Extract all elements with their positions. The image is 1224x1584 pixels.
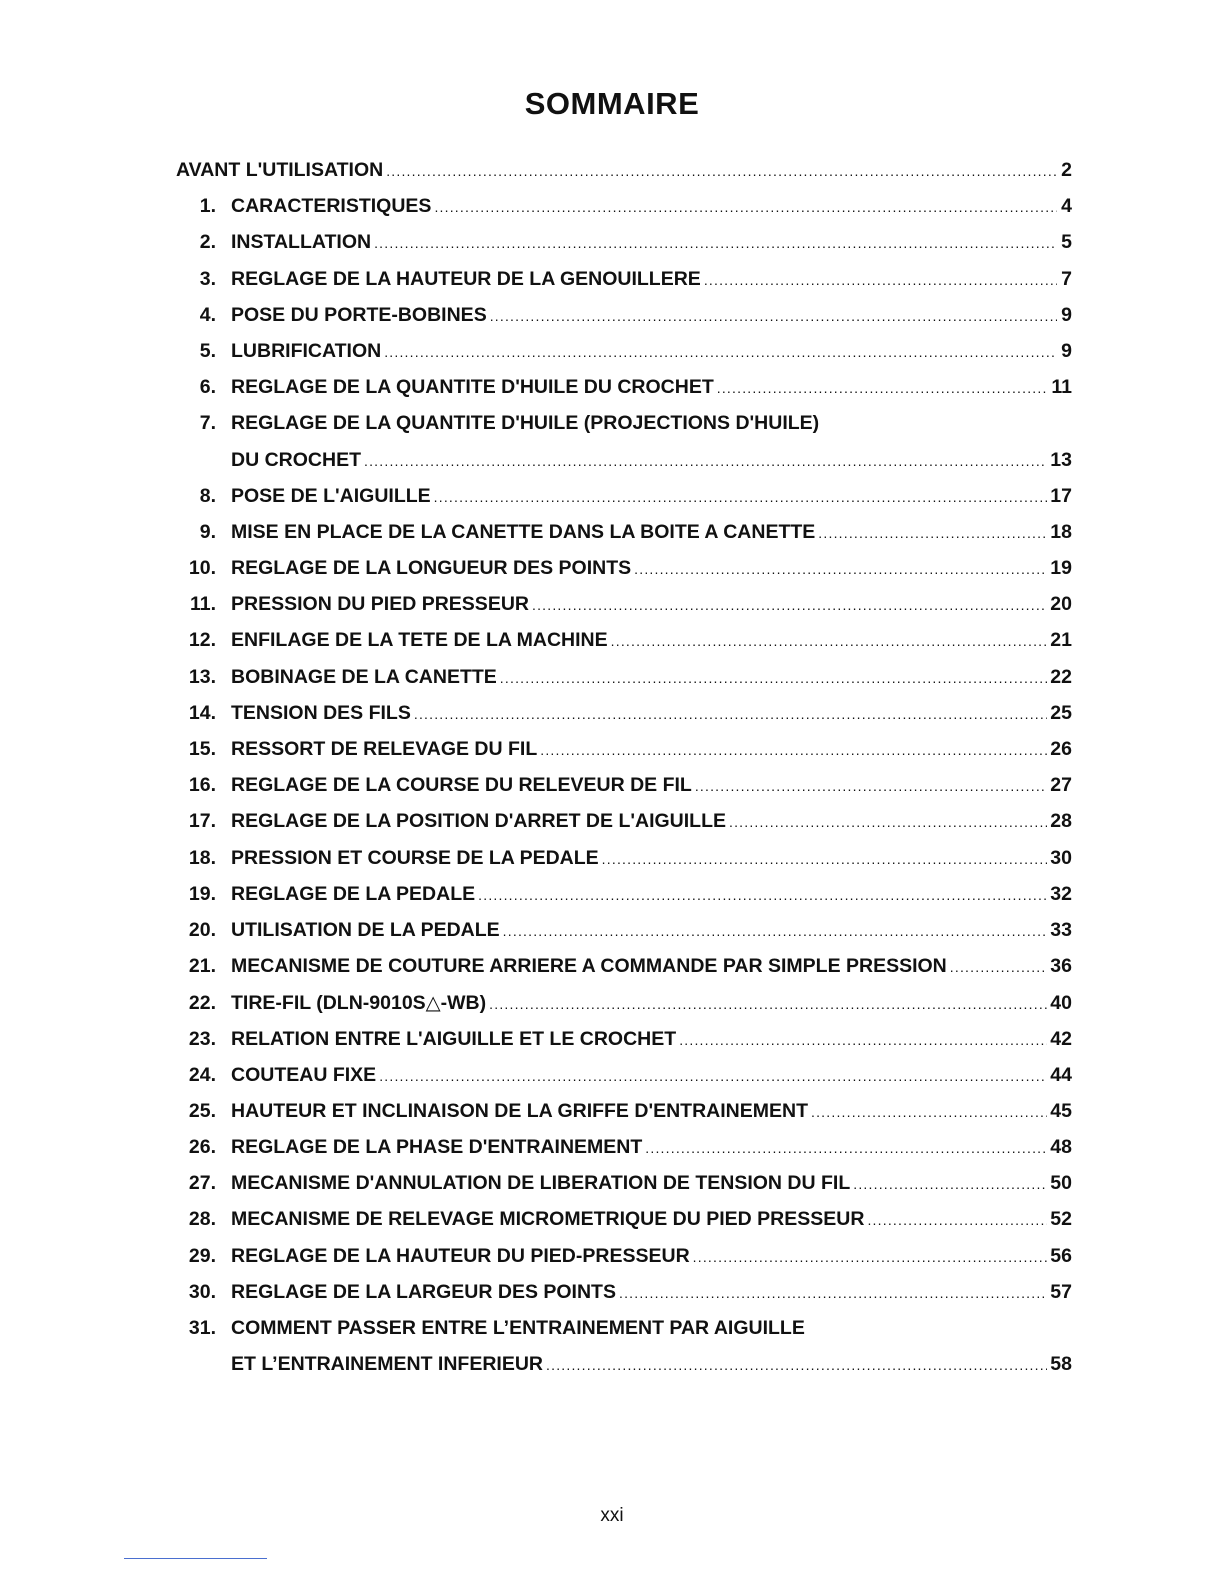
dot-leader [811,1104,1047,1120]
toc-entry-label: LUBRIFICATION [231,339,382,362]
toc-entry-page: 45 [1050,1099,1072,1122]
toc-entry-number: 19. [188,882,216,905]
toc-entry-number: 16. [188,774,216,797]
toc-entry [176,304,1072,340]
toc-entry [176,1064,1072,1100]
toc-entry-number: 10. [188,557,216,580]
dot-leader [546,1357,1047,1373]
toc-entry-label: MISE EN PLACE DE LA CANETTE DANS LA BOITE A CANETTE [231,520,816,543]
toc-entry-label: REGLAGE DE LA QUANTITE D'HUILE DU CROCHET [231,376,714,399]
toc-entry-label: RELATION ENTRE L'AIGUILLE ET LE CROCHET [231,1027,677,1050]
dot-leader [645,1140,1047,1156]
toc-entry [176,1317,1072,1353]
toc-entry [176,738,1072,774]
dot-leader [704,272,1057,288]
dot-leader [729,814,1047,830]
toc-entry [176,1245,1072,1281]
dot-leader [434,199,1057,215]
toc-entry-number: 21. [188,955,216,978]
toc-entry-number: 31. [188,1317,216,1339]
toc-entry-number: 14. [188,701,216,724]
toc-entry-label: POSE DU PORTE-BOBINES [231,303,487,326]
toc-entry-number: 1. [199,195,216,218]
page-number: xxi [600,1505,624,1526]
toc-entry-label: REGLAGE DE LA LONGUEUR DES POINTS [231,557,632,580]
toc-entry-label: INSTALLATION [231,231,372,254]
toc-entry-number: 30. [188,1280,216,1303]
toc-entry [176,159,1072,195]
toc-entry [176,1100,1072,1136]
toc-entry-page: 36 [1050,955,1072,978]
toc-entry-label: POSE DE L'AIGUILLE [231,484,431,507]
toc-entry-label: REGLAGE DE LA PEDALE [231,882,476,905]
toc-entry-page: 20 [1050,593,1072,616]
toc-entry [176,955,1072,991]
page-title: SOMMAIRE [524,86,700,121]
toc-entry-label: REGLAGE DE LA HAUTEUR DE LA GENOUILLERE [231,267,701,290]
dot-leader [818,525,1047,541]
toc-entry-page: 48 [1050,1136,1072,1159]
dot-leader [867,1212,1047,1228]
toc-entry-page: 18 [1050,520,1072,543]
toc-entry-label: MECANISME D'ANNULATION DE LIBERATION DE TENSION DU FIL [231,1172,851,1195]
toc-entry-label: RESSORT DE RELEVAGE DU FIL [231,738,538,760]
toc-entry [176,231,1072,267]
dot-leader [602,851,1048,867]
toc-entry-page: 56 [1050,1244,1072,1267]
dot-leader [434,489,1048,505]
toc-entry-page: 42 [1050,1027,1072,1050]
toc-entry [176,702,1072,738]
toc-entry [176,485,1072,521]
toc-entry-label: TENSION DES FILS [231,701,411,724]
dot-leader [489,996,1047,1012]
dot-leader [695,778,1047,794]
toc-entry-number: 23. [188,1027,216,1050]
toc-entry-page: 7 [1061,267,1072,290]
toc-entry-label: BOBINAGE DE LA CANETTE [231,665,497,688]
toc-entry [176,666,1072,702]
toc-entry-number: 29. [188,1244,216,1267]
toc-entry [176,991,1072,1027]
toc-entry-number: 4. [199,303,216,326]
toc-entry-page: 32 [1050,882,1072,905]
toc-entry-label: REGLAGE DE LA POSITION D'ARRET DE L'AIGUILLE [231,810,726,833]
dot-leader [503,923,1048,939]
toc-entry-number: 2. [199,231,216,254]
toc-entry-page: 58 [1050,1353,1072,1376]
toc-entry [176,268,1072,304]
dot-leader [386,163,1057,179]
toc-entry [176,1172,1072,1208]
toc-entry [176,1136,1072,1172]
toc-entry-number: 20. [188,918,216,941]
toc-entry-page: 30 [1050,846,1072,869]
toc-entry-number: 12. [188,629,216,652]
toc-entry-page: 22 [1050,665,1072,688]
toc-entry-page: 44 [1050,1063,1072,1086]
toc-entry-label: COMMENT PASSER ENTRE L’ENTRAINEMENT PAR AIGUILLE [231,1317,805,1339]
toc-entry-number: 27. [188,1172,216,1195]
dot-leader [500,670,1048,686]
toc-entry-number: 5. [199,339,216,362]
toc-entry-page: 2 [1061,159,1072,181]
toc-entry-label: COUTEAU FIXE [231,1063,377,1086]
toc-entry-number: 24. [188,1063,216,1086]
toc-entry [176,376,1072,412]
toc-entry-page: 11 [1051,376,1072,399]
toc-entry-number: 8. [199,484,216,507]
toc-entry-page: 33 [1050,918,1072,941]
toc-entry-number: 22. [188,992,216,1015]
toc-entry [176,412,1072,448]
dot-leader [478,887,1047,903]
toc-entry-number: 13. [188,665,216,688]
decorative-line [124,1558,267,1559]
toc-entry-label: HAUTEUR ET INCLINAISON DE LA GRIFFE D'ENTRAINEMENT [231,1099,808,1122]
toc-entry-label: REGLAGE DE LA QUANTITE D'HUILE (PROJECTIONS D'HUILE) [231,412,820,435]
toc-entry-page: 21 [1050,629,1072,652]
toc-entry-number: 25. [188,1099,216,1122]
toc-entry-page: 27 [1050,774,1072,797]
toc-entry-number: 7. [199,412,216,435]
toc-entry-number: 6. [199,376,216,399]
toc-entry-label: REGLAGE DE LA LARGEUR DES POINTS [231,1280,616,1303]
dot-leader [853,1176,1047,1192]
dot-leader [619,1285,1047,1301]
toc-entry-number: 3. [199,267,216,290]
toc-entry [176,629,1072,665]
toc-entry-label: ET L’ENTRAINEMENT INFERIEUR [231,1353,544,1376]
toc-entry-number: 15. [188,738,216,760]
toc-entry [176,1353,1072,1389]
toc-entry-page: 50 [1050,1172,1072,1195]
dot-leader [384,344,1057,360]
dot-leader [379,1068,1047,1084]
toc-entry-number: 17. [188,810,216,833]
toc-entry [176,883,1072,919]
dot-leader [374,235,1057,251]
dot-leader [693,1249,1048,1265]
dot-leader [540,742,1047,758]
toc-entry-label: PRESSION ET COURSE DE LA PEDALE [231,846,599,869]
toc-entry-number: 18. [188,846,216,869]
toc-entry-number: 28. [188,1208,216,1231]
toc-entry-page: 52 [1050,1208,1072,1231]
toc-entry-number: 26. [188,1136,216,1159]
toc-entry-page: 9 [1061,303,1072,326]
toc-entry-number: 9. [199,520,216,543]
toc-entry [176,919,1072,955]
dot-leader [679,1032,1047,1048]
toc-entry-label: AVANT L'UTILISATION [176,159,384,181]
toc-entry-page: 5 [1061,231,1072,254]
toc-entry-page: 28 [1050,810,1072,833]
toc-entry-label: REGLAGE DE LA COURSE DU RELEVEUR DE FIL [231,774,692,797]
toc-entry-label: UTILISATION DE LA PEDALE [231,918,500,941]
dot-leader [532,597,1047,613]
toc-entry [176,449,1072,485]
toc-entry-label: DU CROCHET [231,448,361,471]
table-of-contents [176,159,1072,1389]
toc-entry-label: TIRE-FIL (DLN-9010S△-WB) [231,992,487,1015]
dot-leader [717,380,1049,396]
toc-entry [176,1028,1072,1064]
toc-entry-label: REGLAGE DE LA PHASE D'ENTRAINEMENT [231,1136,643,1159]
toc-entry-page: 19 [1050,557,1072,580]
toc-entry [176,774,1072,810]
toc-entry [176,557,1072,593]
toc-entry [176,593,1072,629]
dot-leader [364,453,1047,469]
dot-leader [414,706,1047,722]
dot-leader [950,959,1048,975]
toc-entry-label: CARACTERISTIQUES [231,195,432,218]
toc-entry [176,521,1072,557]
toc-entry [176,340,1072,376]
toc-entry-label: REGLAGE DE LA HAUTEUR DU PIED-PRESSEUR [231,1244,690,1267]
toc-entry [176,810,1072,846]
toc-entry-page: 57 [1050,1280,1072,1303]
toc-entry [176,1281,1072,1317]
dot-leader [611,633,1048,649]
toc-entry-page: 4 [1061,195,1072,218]
toc-entry-label: PRESSION DU PIED PRESSEUR [231,593,529,616]
toc-entry-label: MECANISME DE RELEVAGE MICROMETRIQUE DU PIED PRESSEUR [231,1208,865,1231]
toc-entry-page: 40 [1050,992,1072,1015]
toc-entry-label: MECANISME DE COUTURE ARRIERE A COMMANDE PAR SIMPLE PRESSION [231,955,947,978]
toc-entry [176,195,1072,231]
toc-entry-number: 11. [189,593,216,616]
toc-entry [176,1208,1072,1244]
toc-entry-page: 26 [1050,738,1072,760]
toc-entry-page: 25 [1050,701,1072,724]
toc-entry-page: 9 [1061,339,1072,362]
toc-entry [176,847,1072,883]
dot-leader [490,308,1057,324]
toc-entry-page: 17 [1050,484,1072,507]
toc-entry-page: 13 [1050,448,1072,471]
dot-leader [634,561,1047,577]
toc-entry-label: ENFILAGE DE LA TETE DE LA MACHINE [231,629,608,652]
